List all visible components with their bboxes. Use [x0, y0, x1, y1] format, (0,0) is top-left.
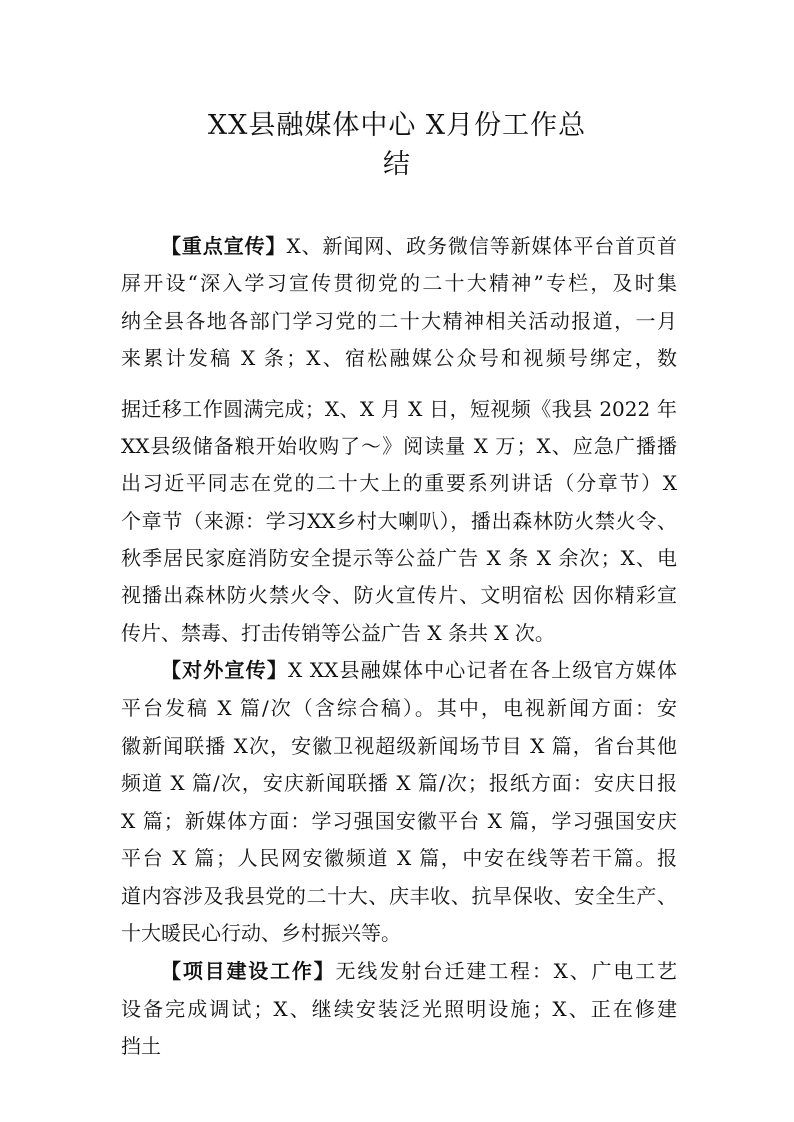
paragraph-line: 设备完成调试；X、继续安装泛光照明设施；X、正在修建 [121, 997, 677, 1021]
paragraph-line: 据迁移工作圆满完成；X、X 月 X 日，短视频《我县 2022 年 [121, 397, 677, 421]
document-title-line-1: XX县融媒体中心 X月份工作总 [207, 110, 587, 141]
paragraph-line: 十大暖民心行动、乡村振兴等。 [121, 921, 401, 945]
paragraph-line: X 篇；新媒体方面：学习强国安徽平台 X 篇，学习强国安庆 [121, 809, 677, 833]
paragraph-line: 个章节（来源：学习XX乡村大喇叭），播出森林防火禁火令、 [121, 509, 677, 533]
paragraph-line: 频道 X 篇/次，安庆新闻联播 X 篇/次；报纸方面：安庆日报 [121, 771, 677, 795]
paragraph-line: 出习近平同志在党的二十大上的重要系列讲话（分章节）X [121, 471, 677, 495]
paragraph-line: 【项目建设工作】无线发射台迁建工程：X、广电工艺 [161, 959, 677, 983]
paragraph-line: 视播出森林防火禁火令、防火宣传片、文明宿松 因你精彩宣 [121, 583, 677, 607]
paragraph-line: 平台 X 篇；人民网安徽频道 X 篇，中安在线等若干篇。报 [121, 846, 677, 870]
paragraph-line: 【重点宣传】X、新闻网、政务微信等新媒体平台首页首 [161, 234, 677, 258]
paragraph-line: 平台发稿 X 篇/次（含综合稿）。其中，电视新闻方面：安 [121, 696, 677, 720]
paragraph-line: 道内容涉及我县党的二十大、庆丰收、抗旱保收、安全生产、 [121, 884, 677, 908]
paragraph-line: 传片、禁毒、打击传销等公益广告 X 条共 X 次。 [121, 621, 555, 645]
paragraph-line: 徽新闻联播 X次，安徽卫视超级新闻场节目 X 篇，省台其他 [121, 734, 677, 758]
section-heading-project-construction: 【项目建设工作】 [161, 959, 336, 983]
paragraph-line: 挡土 [121, 1034, 161, 1058]
document-title-line-2: 结 [383, 149, 411, 180]
paragraph-line: 来累计发稿 X 条；X、宿松融媒公众号和视频号绑定，数 [121, 346, 677, 370]
section-heading-key-publicity: 【重点宣传】 [161, 234, 287, 258]
paragraph-line: 屏开设“深入学习宣传贯彻党的二十大精神”专栏，及时集 [121, 271, 677, 295]
paragraph-line: XX县级储备粮开始收购了～》阅读量 X 万；X、应急广播播 [121, 434, 677, 458]
section-heading-external-publicity: 【对外宣传】 [161, 658, 289, 682]
paragraph-line: 纳全县各地各部门学习党的二十大精神相关活动报道，一月 [121, 309, 677, 333]
paragraph-line: 秋季居民家庭消防安全提示等公益广告 X 条 X 余次；X、电 [121, 546, 677, 570]
paragraph-line: 【对外宣传】X XX县融媒体中心记者在各上级官方媒体 [161, 658, 678, 682]
